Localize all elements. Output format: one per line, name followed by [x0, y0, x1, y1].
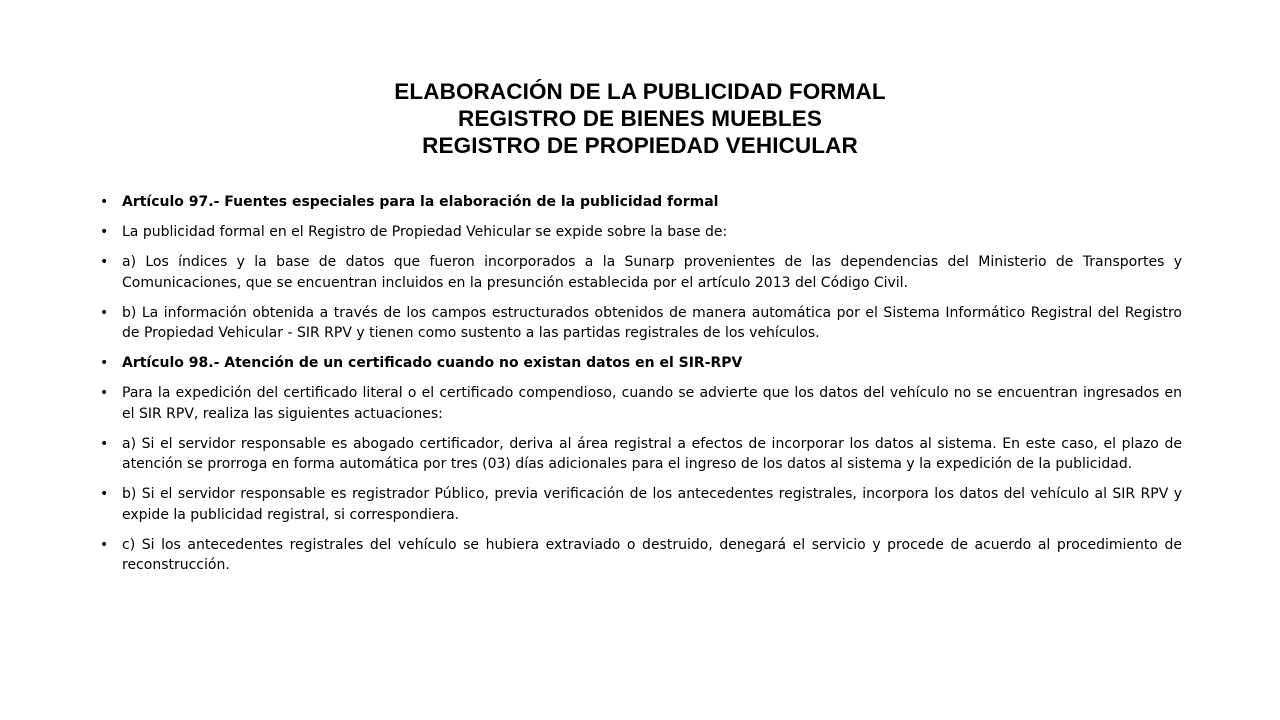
- bullet-list: [100, 192, 1182, 585]
- bullet-icon: •: [100, 385, 109, 401]
- slide-title: [0, 78, 1280, 159]
- bullet-icon: •: [100, 224, 109, 240]
- bullet-text: Artículo 97.- Fuentes especiales para la elaboración de la publicidad formal: [122, 194, 719, 210]
- bullet-icon: •: [100, 435, 109, 452]
- bullet-item-procedure-b: [100, 484, 1182, 525]
- bullet-icon: •: [100, 254, 109, 270]
- bullet-icon: •: [100, 536, 109, 553]
- bullet-icon: •: [100, 355, 109, 371]
- title-line-3: REGISTRO DE PROPIEDAD VEHICULAR: [422, 133, 858, 158]
- bullet-text: b) La información obtenida a través de los campos estructurados obtenidos de manera automática por el Sistema Informático Registral del Registro de Propiedad Vehicular - SIR RPV y tienen como sustento a las partidas registrales de los vehículos.: [122, 304, 1182, 341]
- bullet-text: c) Si los antecedentes registrales del vehículo se hubiera extraviado o destruido, denegará el servicio y procede de acuerdo al procedimiento de reconstrucción.: [122, 536, 1182, 573]
- bullet-text: La publicidad formal en el Registro de Propiedad Vehicular se expide sobre la base de:: [122, 224, 728, 240]
- bullet-item-source-a: [100, 252, 1182, 293]
- bullet-text: Para la expedición del certificado literal o el certificado compendioso, cuando se advierte que los datos del vehículo no se encuentran ingresados en el SIR RPV, realiza las siguientes actuaciones:: [122, 385, 1182, 422]
- bullet-text: a) Los índices y la base de datos que fueron incorporados a la Sunarp provenientes de las dependencias del Ministerio de Transportes y Comunicaciones, que se encuentran incluidos en la presunción establecida por el artículo 2013 del Código Civil.: [122, 254, 1182, 291]
- bullet-item-article-98-heading: [100, 353, 1182, 374]
- bullet-item-procedure-intro: [100, 383, 1182, 424]
- bullet-item-intro: [100, 222, 1182, 243]
- bullet-item-article-97-heading: [100, 192, 1182, 213]
- bullet-item-procedure-a: [100, 434, 1182, 475]
- bullet-icon: •: [100, 304, 109, 321]
- bullet-text: b) Si el servidor responsable es registrador Público, previa verificación de los antecedentes registrales, incorpora los datos del vehículo al SIR RPV y expide la publicidad registral, si correspondiera.: [122, 486, 1182, 523]
- bullet-item-procedure-c: [100, 535, 1182, 576]
- title-line-2: REGISTRO DE BIENES MUEBLES: [458, 106, 822, 131]
- bullet-text: a) Si el servidor responsable es abogado certificador, deriva al área registral a efectos de incorporar los datos al sistema. En este caso, el plazo de atención se prorroga en forma automática por tres (03) días adicionales para el ingreso de los datos al sistema y la expedición de la publicidad.: [122, 435, 1182, 472]
- bullet-item-source-b: [100, 303, 1182, 344]
- bullet-text: Artículo 98.- Atención de un certificado cuando no existan datos en el SIR-RPV: [122, 355, 743, 371]
- bullet-icon: •: [100, 486, 109, 502]
- title-line-1: ELABORACIÓN DE LA PUBLICIDAD FORMAL: [394, 79, 886, 104]
- bullet-icon: •: [100, 194, 109, 210]
